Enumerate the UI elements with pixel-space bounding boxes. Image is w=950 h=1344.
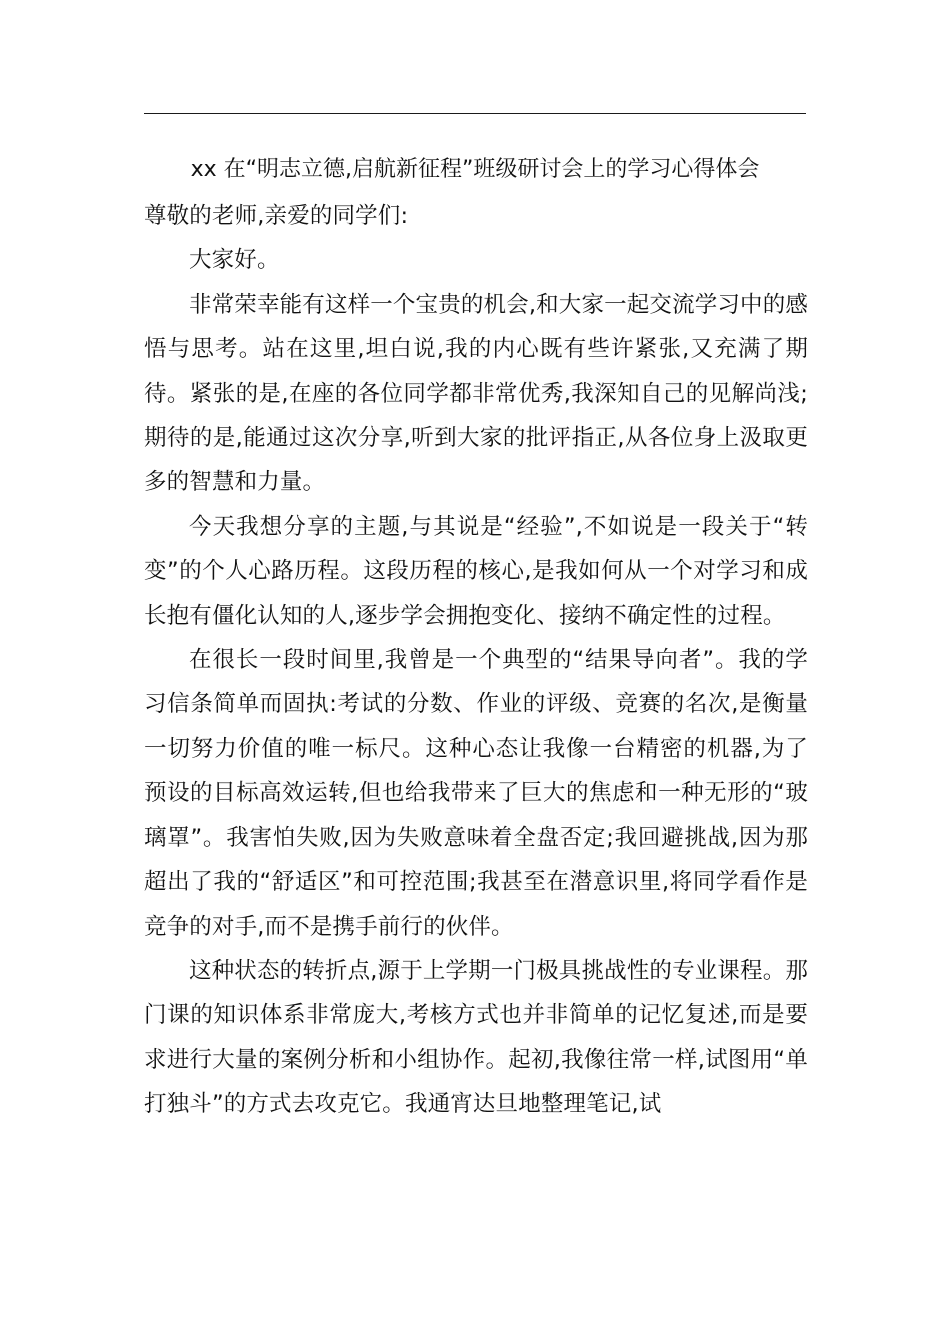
paragraph-past-self: 在很长一段时间里,我曾是一个典型的“结果导向者”。我的学习信条简单而固执:考试的分数、作业的评级、竞赛的名次,是衡量一切努力价值的唯一标尺。这种心态让我像一台精密的机器,为了预设的目标高效运转,但也给我带来了巨大的焦虑和一种无形的“玻璃罩”。我害怕失败,因为失败意味着全盘否定;我回避挑战,因为那超出了我的“舒适区”和可控范围;我甚至在潜意识里,将同学看作是竞争的对手,而不是携手前行的伙伴。 <box>144 647 808 940</box>
document-body <box>144 194 808 1127</box>
document-title: xx 在“明志立德,启航新征程”班级研讨会上的学习心得体会 <box>190 157 760 182</box>
header-rule <box>144 113 806 114</box>
paragraph-theme: 今天我想分享的主题,与其说是“经验”,不如说是一段关于“转变”的个人心路历程。这段历程的核心,是我如何从一个对学习和成长抱有僵化认知的人,逐步学会拥抱变化、接纳不确定性的过程。 <box>144 513 808 629</box>
paragraph-turning-point: 这种状态的转折点,源于上学期一门极具挑战性的专业课程。那门课的知识体系非常庞大,考核方式也并非简单的记忆复述,而是要求进行大量的案例分析和小组协作。起初,我像往常一样,试图用“单打独斗”的方式去攻克它。我通宵达旦地整理笔记,试 <box>144 957 808 1118</box>
paragraph-greeting: 大家好。 <box>189 247 280 274</box>
paragraph-intro: 非常荣幸能有这样一个宝贵的机会,和大家一起交流学习中的感悟与思考。站在这里,坦白说,我的内心既有些许紧张,又充满了期待。紧张的是,在座的各位同学都非常优秀,我深知自己的见解尚浅;期待的是,能通过这次分享,听到大家的批评指正,从各位身上汲取更多的智慧和力量。 <box>144 291 808 496</box>
salutation: 尊敬的老师,亲爱的同学们: <box>144 203 409 229</box>
